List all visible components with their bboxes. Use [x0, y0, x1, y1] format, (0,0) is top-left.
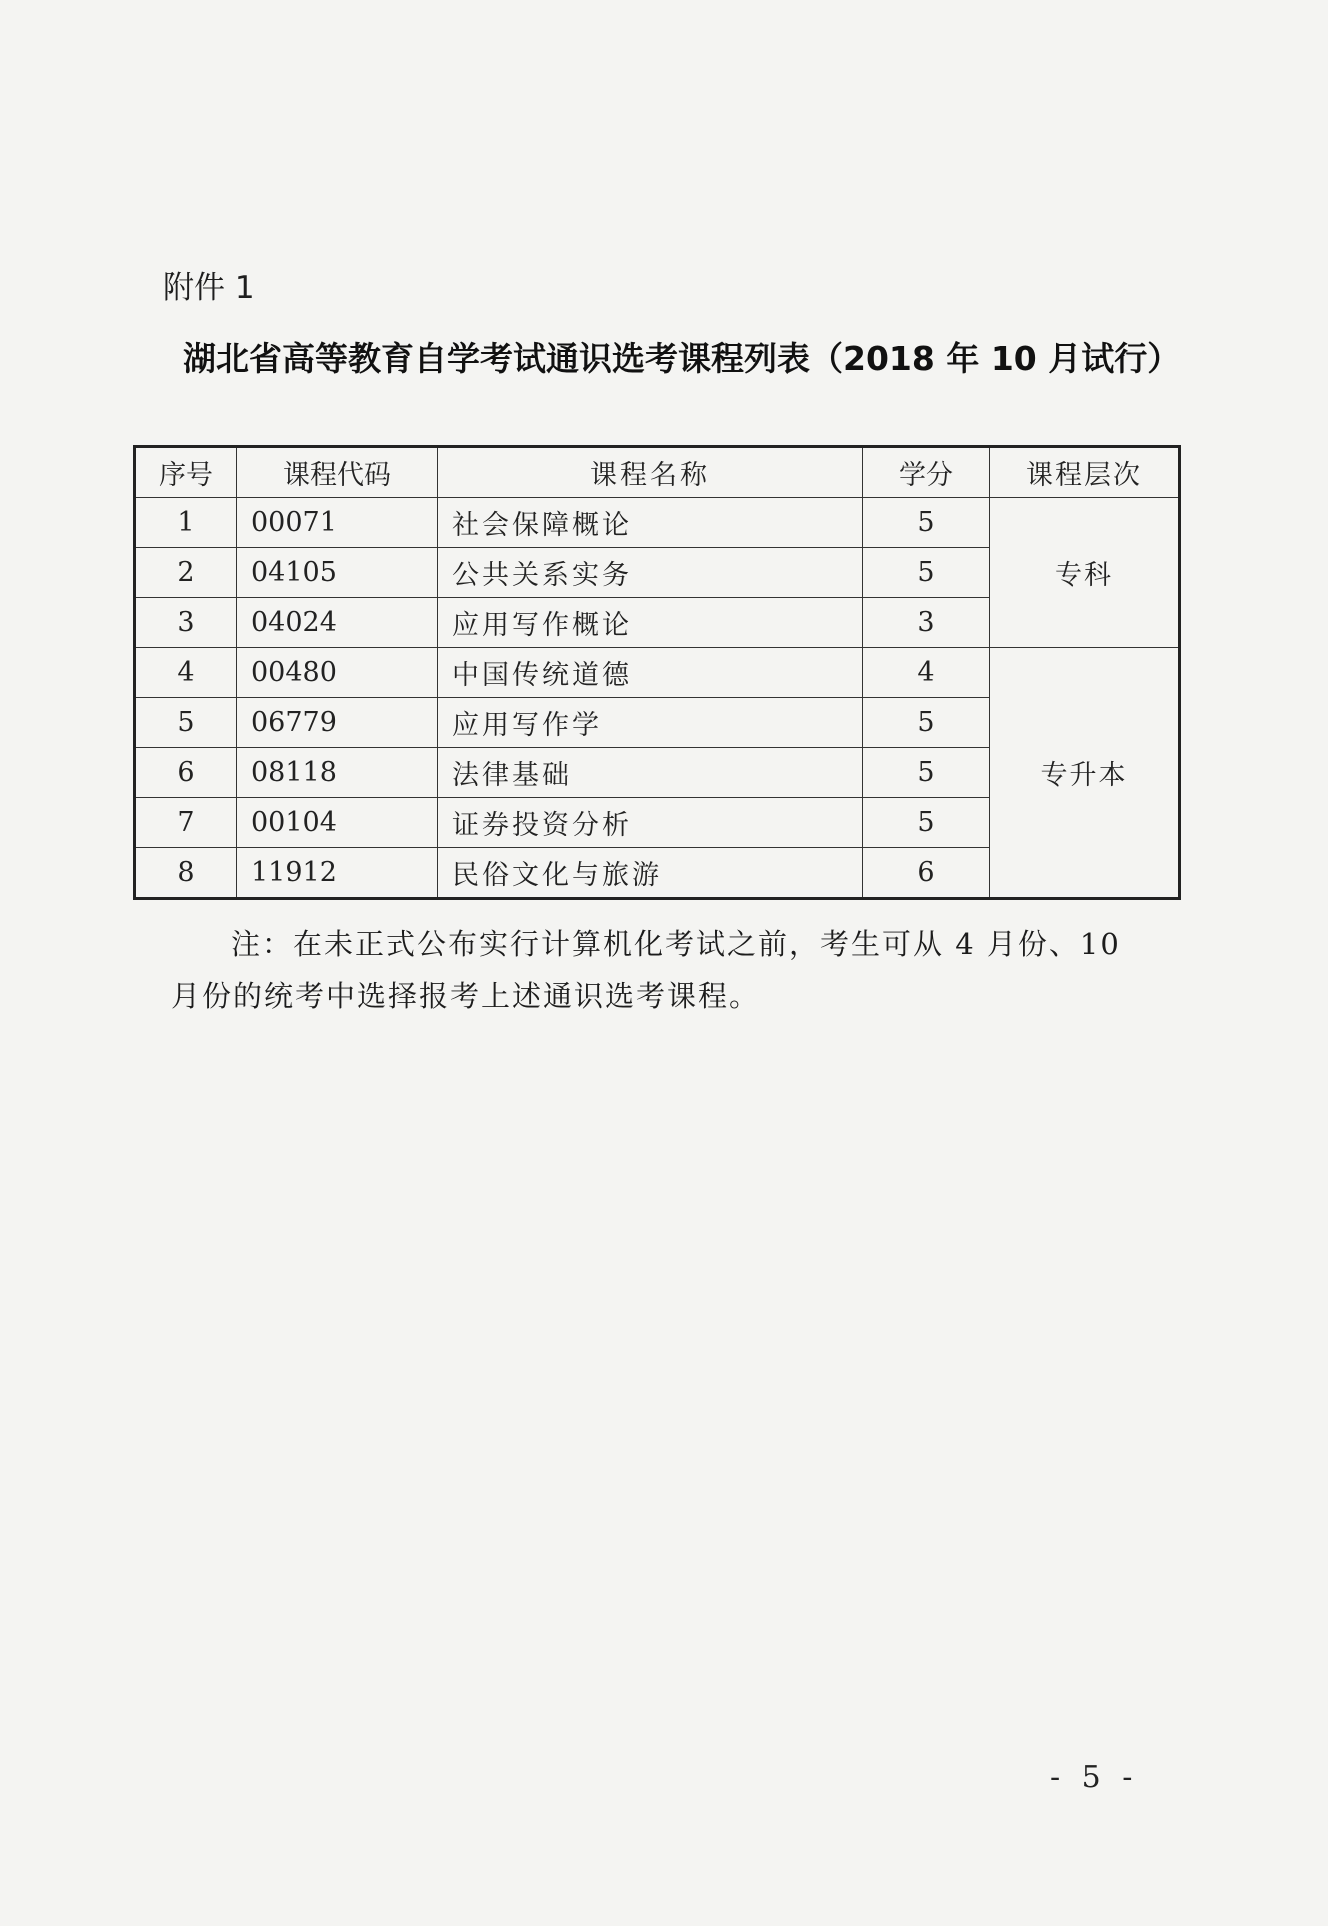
table-header-row	[135, 447, 1180, 498]
table-row	[135, 648, 1180, 698]
course-table	[133, 445, 1181, 900]
table-row	[135, 498, 1180, 548]
cell-name: 社会保障概论	[438, 498, 863, 548]
cell-no: 3	[135, 598, 237, 648]
cell-credit: 5	[863, 698, 990, 748]
cell-name: 应用写作概论	[438, 598, 863, 648]
page-number: - 5 -	[1050, 1760, 1139, 1795]
cell-credit: 4	[863, 648, 990, 698]
cell-code: 04024	[237, 598, 438, 648]
cell-no: 7	[135, 798, 237, 848]
footnote: 注：在未正式公布实行计算机化考试之前，考生可从 4 月份、10 月份的统考中选择报考上述通识选考课程。	[171, 927, 1121, 1013]
cell-code: 11912	[237, 848, 438, 899]
cell-name: 证券投资分析	[438, 798, 863, 848]
cell-code: 00104	[237, 798, 438, 848]
cell-no: 5	[135, 698, 237, 748]
header-no: 序号	[135, 447, 237, 498]
cell-code: 08118	[237, 748, 438, 798]
cell-level-zhuanshengben: 专升本	[990, 648, 1180, 899]
header-code: 课程代码	[237, 447, 438, 498]
cell-code: 00480	[237, 648, 438, 698]
cell-name: 法律基础	[438, 748, 863, 798]
cell-no: 4	[135, 648, 237, 698]
cell-no: 8	[135, 848, 237, 899]
cell-name: 应用写作学	[438, 698, 863, 748]
cell-credit: 5	[863, 548, 990, 598]
cell-code: 04105	[237, 548, 438, 598]
cell-level-zhuanke: 专科	[990, 498, 1180, 648]
header-level: 课程层次	[990, 447, 1180, 498]
header-credit: 学分	[863, 447, 990, 498]
attachment-label: 附件 1	[163, 270, 255, 306]
cell-code: 06779	[237, 698, 438, 748]
cell-credit: 6	[863, 848, 990, 899]
cell-name: 公共关系实务	[438, 548, 863, 598]
cell-credit: 5	[863, 498, 990, 548]
cell-code: 00071	[237, 498, 438, 548]
cell-credit: 5	[863, 798, 990, 848]
document-title: 湖北省高等教育自学考试通识选考课程列表（2018 年 10 月试行）	[183, 339, 1181, 378]
cell-name: 中国传统道德	[438, 648, 863, 698]
cell-credit: 3	[863, 598, 990, 648]
header-name: 课程名称	[438, 447, 863, 498]
cell-no: 6	[135, 748, 237, 798]
cell-credit: 5	[863, 748, 990, 798]
cell-name: 民俗文化与旅游	[438, 848, 863, 899]
cell-no: 2	[135, 548, 237, 598]
cell-no: 1	[135, 498, 237, 548]
